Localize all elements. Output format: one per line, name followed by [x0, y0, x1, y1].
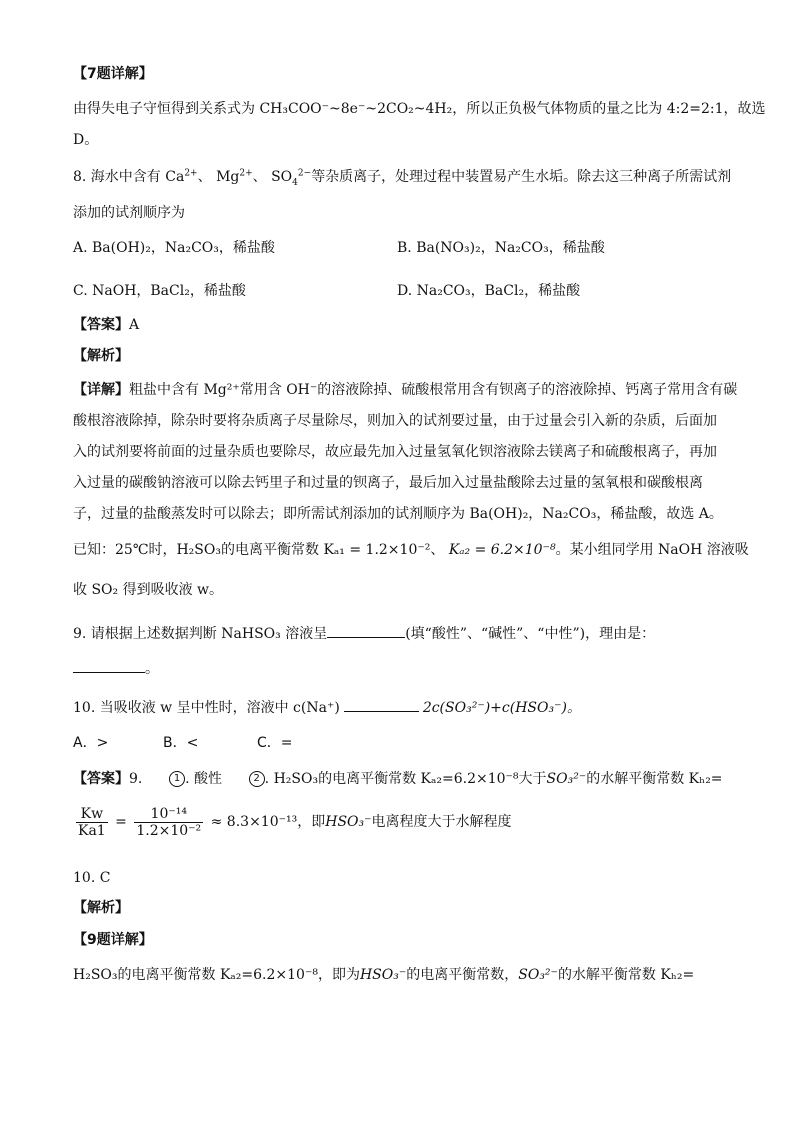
answer9-text: H₂SO₃的电离平衡常数 Kₐ₂=6.2×10⁻⁸大于: [273, 771, 547, 787]
q9-detail-line1: [73, 965, 694, 985]
detail-label: 【详解】: [73, 382, 129, 398]
ka1-value: Kₐ₁ = 1.2×10⁻²: [323, 542, 431, 558]
q7-line2: D。: [73, 132, 99, 148]
circled-2-icon: 2: [249, 771, 265, 787]
ion-mg: $Mg^{2+}$: [216, 168, 253, 185]
answer9-num: 9.: [129, 771, 143, 787]
q9-stem: [73, 623, 655, 644]
q10-blank[interactable]: [344, 697, 419, 712]
q8-option-c: C. NaOH，BaCl₂，稀盐酸: [73, 283, 246, 299]
q8-detail-line3: 入的试剂要将前面的过量杂质也要除尽，故应最先加入过量氢氧化钡溶液除去镁离子和硫酸根离子，再加: [73, 444, 717, 460]
given-prefix: 已知：25℃时，H₂SO₃的电离平衡常数: [73, 542, 319, 558]
ion-so4: $SO_4^{2-}$: [271, 168, 312, 188]
given-line2: 收 SO₂ 得到吸收液 w。: [73, 582, 224, 598]
answer10: 10. C: [73, 870, 111, 886]
answer-value: A: [129, 317, 140, 333]
fraction-kw-ka1: $\frac{Kw}{Ka1}$: [78, 805, 106, 839]
q9-line2: [73, 658, 159, 679]
detail9-mid: 的电离平衡常数，: [406, 967, 519, 983]
q8-detail-line1: [73, 380, 737, 400]
q8-option-b: B. Ba(NO₃)₂，Na₂CO₃，稀盐酸: [397, 240, 605, 256]
analysis-label-2: 【解析】: [73, 900, 129, 916]
q8-stem-line1: 8. 海水中含有 $Ca^{2+}$、 $Mg^{2+}$、 $SO_4^{2-}$等杂质离子，处理过程中装置易产生水垢。除去这三种离子所需试剂: [73, 168, 732, 188]
answer9-label: 【答案】: [73, 771, 129, 787]
q8-detail-line2: 酸根溶液除掉，除杂时要将杂质离子尽量除尽，则加入的试剂要过量，由于过量会引入新的杂质，后面加: [73, 413, 717, 429]
detail9-suffix: 的水解平衡常数 Kₕ₂=: [557, 967, 695, 983]
tail-ion: HSO₃⁻: [325, 814, 372, 830]
q8-stem-suffix: 等杂质离子，处理过程中装置易产生水垢。除去这三种离子所需试剂: [311, 169, 732, 185]
q8-stem-line2: 添加的试剂顺序为: [73, 205, 185, 221]
q8-answer: [73, 315, 139, 335]
answer9-formula: [73, 805, 512, 839]
q9-stem-text: 9. 请根据上述数据判断 NaHSO₃ 溶液呈: [73, 626, 328, 642]
fraction-numeric: $\frac{\text{10⁻¹⁴}}{\text{1.2×10⁻²}}$: [136, 805, 202, 839]
q9-end: 。: [145, 661, 159, 677]
answer9-line1: 【答案】9. 1 . 酸性 2 . H₂SO₃的电离平衡常数 Kₐ₂=6.2×10⁻⁸大于SO₃²⁻的水解平衡常数 Kₕ₂=: [73, 771, 723, 787]
circled-1-icon: 1: [169, 771, 185, 787]
approx-value: ≈ 8.3×10⁻¹³: [210, 814, 298, 830]
tail-prefix: ，即: [297, 814, 326, 830]
q10-option-a: A．>: [73, 735, 109, 751]
q7-header: 【7题详解】: [73, 66, 153, 82]
ion-ca: $Ca^{2+}$: [165, 168, 198, 185]
q10-stem: [73, 697, 581, 718]
detail9-prefix: H₂SO₃的电离平衡常数 Kₐ₂=6.2×10⁻⁸，即为: [73, 967, 360, 983]
q9-blank-2[interactable]: [73, 658, 145, 673]
answer-label: 【答案】: [73, 317, 129, 333]
q10-stem-text: 10. 当吸收液 w 呈中性时，溶液中 c(Na⁺): [73, 700, 340, 716]
q9-blank-1[interactable]: [327, 623, 405, 638]
answer9-value1: 酸性: [193, 771, 222, 787]
detail-text-1: 粗盐中含有 Mg²⁺常用含 OH⁻的溶液除掉、硫酸根常用含有钡离子的溶液除掉、钙离子常用含有碳: [129, 382, 738, 398]
ka2-value: Kₐ₂ = 6.2×10⁻⁸: [448, 542, 556, 558]
q9-stem-suffix: (填“酸性”、“碱性”、“中性”)，理由是：: [405, 626, 656, 642]
q9-detail-header: 【9题详解】: [73, 932, 153, 948]
tail-text: 电离程度大于水解程度: [371, 814, 512, 830]
q7-line1: 由得失电子守恒得到关系式为 CH₃COO⁻~8e⁻~2CO₂~4H₂，所以正负极气体物质的量之比为 4:2=2:1，故选: [73, 101, 766, 117]
detail9-ion1: HSO₃⁻: [359, 967, 407, 983]
q10-option-c: C．=: [257, 735, 293, 751]
q8-option-d: D. Na₂CO₃，BaCl₂，稀盐酸: [397, 283, 581, 299]
q8-detail-line5: 子，过量的盐酸蒸发时可以除去；即所需试剂添加的试剂顺序为 Ba(OH)₂，Na₂CO₃，稀盐酸，故选 A。: [73, 506, 723, 522]
answer9-text2: 的水解平衡常数 Kₕ₂=: [586, 771, 723, 787]
answer9-ion: SO₃²⁻: [546, 771, 587, 787]
q10-option-b: B．<: [163, 735, 199, 751]
detail9-ion2: SO₃²⁻: [518, 967, 558, 983]
given-line1: 已知：25℃时，H₂SO₃的电离平衡常数 Kₐ₁ = 1.2×10⁻²、 Kₐ₂ = 6.2×10⁻⁸。某小组同学用 NaOH 溶液吸: [73, 542, 749, 558]
given-suffix: 。某小组同学用 NaOH 溶液吸: [555, 542, 749, 558]
q8-detail-line4: 入过量的碳酸钠溶液可以除去钙里子和过量的钡离子，最后加入过量盐酸除去过量的氢氧根和碳酸根离: [73, 475, 703, 491]
equals-sign: =: [115, 814, 127, 830]
q10-rhs: 2c(SO₃²⁻)+c(HSO₃⁻)。: [422, 700, 581, 716]
q8-option-a: A. Ba(OH)₂，Na₂CO₃，稀盐酸: [73, 240, 275, 256]
q8-analysis-label: 【解析】: [73, 348, 129, 364]
q8-stem-prefix: 8. 海水中含有: [73, 169, 161, 185]
